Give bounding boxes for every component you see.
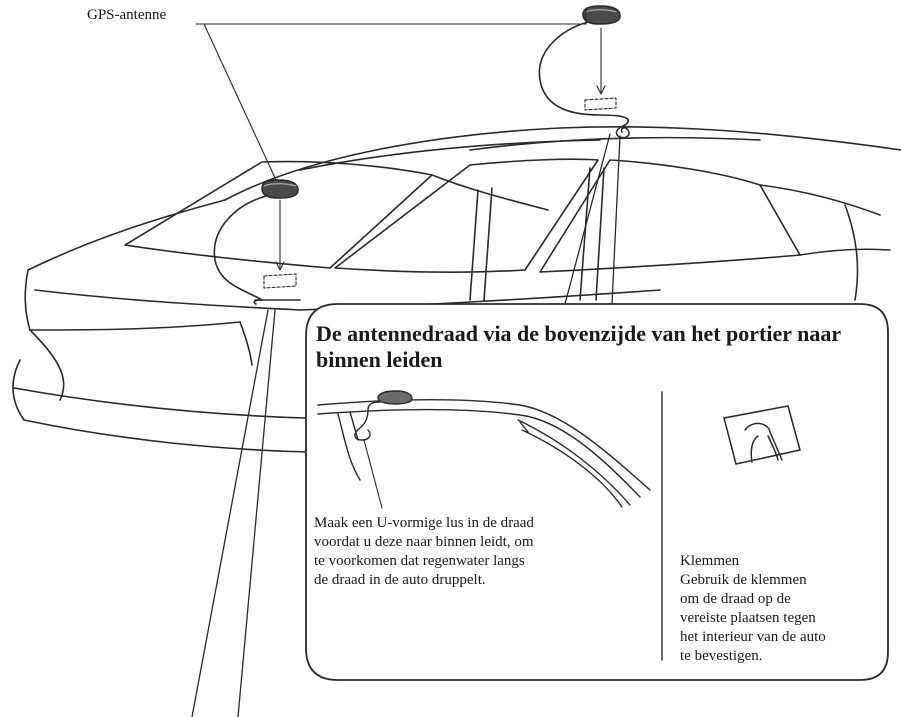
clamp-tip-line: om de draad op de: [680, 591, 791, 607]
clamp-tip-line: het interieur van de auto: [680, 629, 826, 645]
loop-tip-line: te voorkomen dat regenwater langs: [314, 553, 525, 569]
gps-antenna-roof-icon: [539, 6, 629, 138]
clamp-tip-heading: Klemmen: [680, 553, 740, 569]
clamp-tip-line: vereiste plaatsen tegen: [680, 610, 816, 626]
clamp-tip-text: [680, 552, 826, 666]
loop-tip-line: voordat u deze naar binnen leidt, om: [314, 534, 534, 550]
loop-tip-text: [314, 514, 534, 590]
gps-callout-lines: [196, 8, 586, 180]
loop-tip-line: Maak een U-vormige lus in de draad: [314, 515, 534, 531]
door-route-title: De antennedraad via de bovenzijde van het portier naar binnen leiden: [316, 321, 841, 372]
clamp-tip-line: Gebruik de klemmen: [680, 572, 807, 588]
clamp-tip-line: te bevestigen.: [680, 648, 763, 664]
loop-tip-line: de draad in de auto druppelt.: [314, 572, 486, 588]
gps-antenna-label: GPS-antenne: [87, 7, 167, 23]
